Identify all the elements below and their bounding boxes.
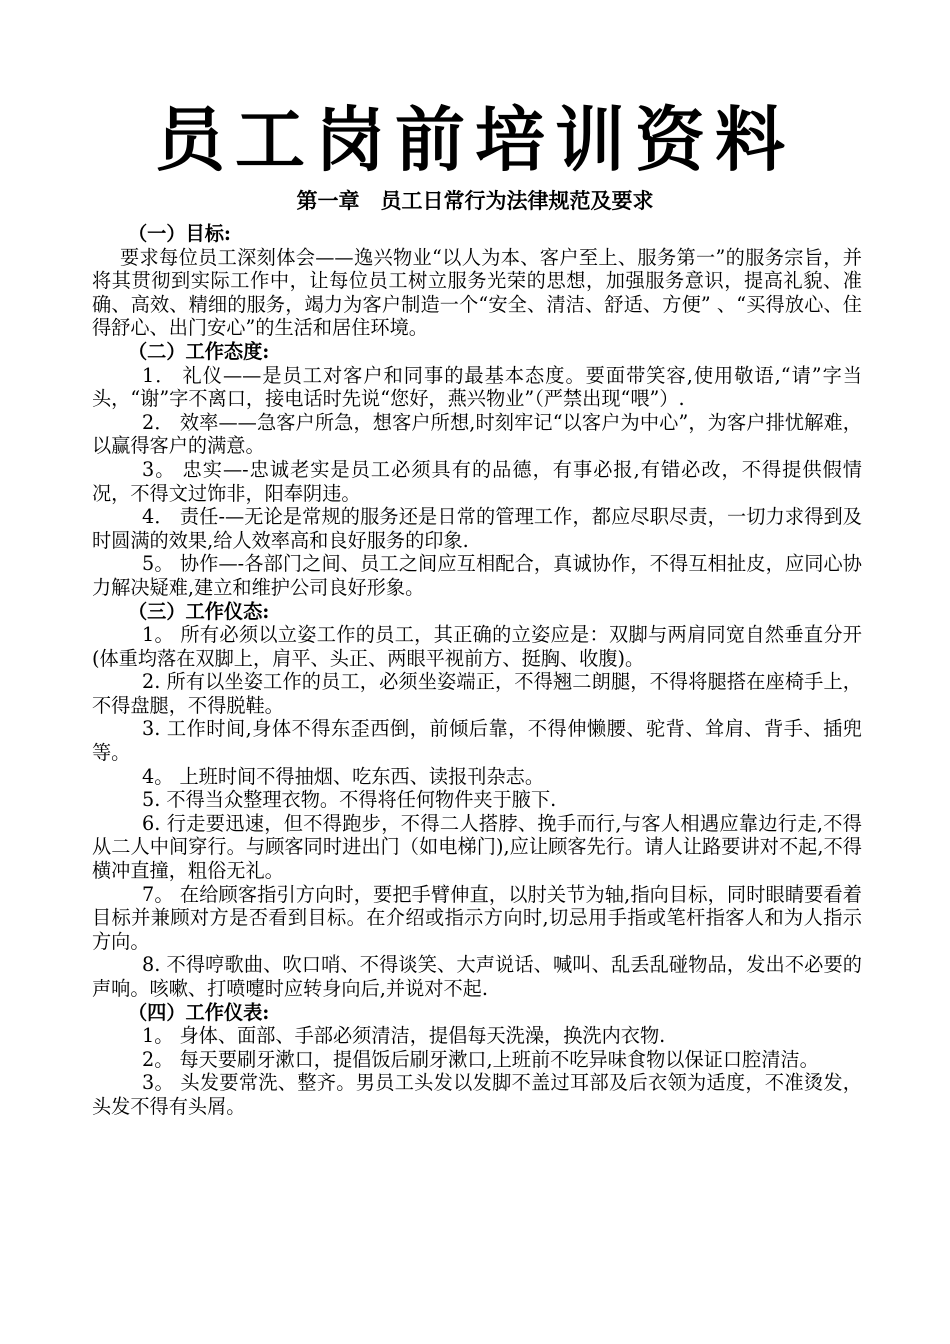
list-item: 4． 责任-—无论是常规的服务还是日常的管理工作，都应尽职尽责，一切力求得到及时圆满的效果,给人效率高和良好服务的印象. (92, 505, 862, 552)
document-title: 员工岗前培训资料 (155, 98, 795, 181)
list-item: 3。 头发要常洗、整齐。男员工头发以发脚不盖过耳部及后衣领为适度，不准烫发，头发不得有头屑。 (92, 1071, 862, 1118)
list-item: 1。 所有必须以立姿工作的员工，其正确的立姿应是：双脚与两肩同宽自然垂直分开(体重均落在双脚上，肩平、头正、两眼平视前方、挺胸、收腹)。 (92, 623, 862, 670)
list-item: 1． 礼仪——是员工对客户和同事的最基本态度。要面带笑容,使用敬语,“请”字当头，“谢”字不离口，接电话时先说“您好，燕兴物业”（严禁出现“喂”）. (92, 363, 862, 411)
section-heading-appearance: （四）工作仪表: (128, 1000, 270, 1024)
section-heading-goal: （一）目标: (128, 222, 232, 245)
list-item: 2。 每天要刷牙漱口，提倡饭后刷牙漱口,上班前不吃异味食物以保证口腔清洁。 (142, 1047, 819, 1071)
section-heading-posture: （三）工作仪态: (128, 599, 270, 623)
list-item: 6. 行走要迅速，但不得跑步，不得二人搭脖、挽手而行,与客人相遇应靠边行走,不得从二人中间穿行。与顾客同时进出门（如电梯门),应让顾客先行。请人让路要讲对不起,不得横冲直撞，粗俗无礼。 (92, 811, 862, 883)
list-item: 3. 工作时间,身体不得东歪西倒，前倾后靠，不得伸懒腰、驼背、耸肩、背手、插兜等。 (92, 717, 862, 765)
paragraph-goal: 要求每位员工深刻体会——逸兴物业“以人为本、客户至上、服务第一”的服务宗旨，并将其贯彻到实际工作中，让每位员工树立服务光荣的思想，加强服务意识，提高礼貌、准确、高效、精细的服务，竭力为客户制造一个“安全、清洁、舒适、方便” 、“买得放心、住得舒心、出门安心”的生活和居住环境。 (92, 245, 862, 340)
list-item: 8. 不得哼歌曲、吹口哨、不得谈笑、大声说话、喊叫、乱丢乱碰物品，发出不必要的声响。咳嗽、打喷嚏时应转身向后,并说对不起. (92, 953, 862, 1000)
list-item: 2. 所有以坐姿工作的员工，必须坐姿端正，不得翘二朗腿，不得将腿搭在座椅手上，不得盘腿，不得脱鞋。 (92, 670, 862, 717)
chapter-heading: 第一章 员工日常行为法律规范及要求 (296, 189, 654, 213)
list-item: 5。 协作—-各部门之间、员工之间应互相配合，真诚协作，不得互相扯皮，应同心协力解决疑难,建立和维护公司良好形象。 (92, 552, 862, 599)
list-item: 4。 上班时间不得抽烟、吃东西、读报刊杂志。 (142, 764, 545, 788)
list-item: 5. 不得当众整理衣物。不得将任何物件夹于腋下. (142, 788, 557, 812)
section-heading-attitude: （二）工作态度: (128, 339, 270, 363)
list-item: 1。 身体、面部、手部必须清洁，提倡每天洗澡，换洗内衣物. (142, 1024, 666, 1048)
document-body (92, 222, 862, 1119)
list-item: 7。 在给顾客指引方向时，要把手臂伸直，以肘关节为轴,指向目标，同时眼睛要看着目标并兼顾对方是否看到目标。在介绍或指示方向时,切忌用手指或笔杆指客人和为人指示方向。 (92, 882, 862, 953)
list-item: 3。 忠实—-忠诚老实是员工必须具有的品德，有事必报,有错必改，不得提供假情况，不得文过饰非，阳奉阴违。 (92, 457, 862, 505)
list-item: 2． 效率——急客户所急，想客户所想,时刻牢记“以客户为中心”，为客户排忧解难，以赢得客户的满意。 (92, 410, 862, 458)
